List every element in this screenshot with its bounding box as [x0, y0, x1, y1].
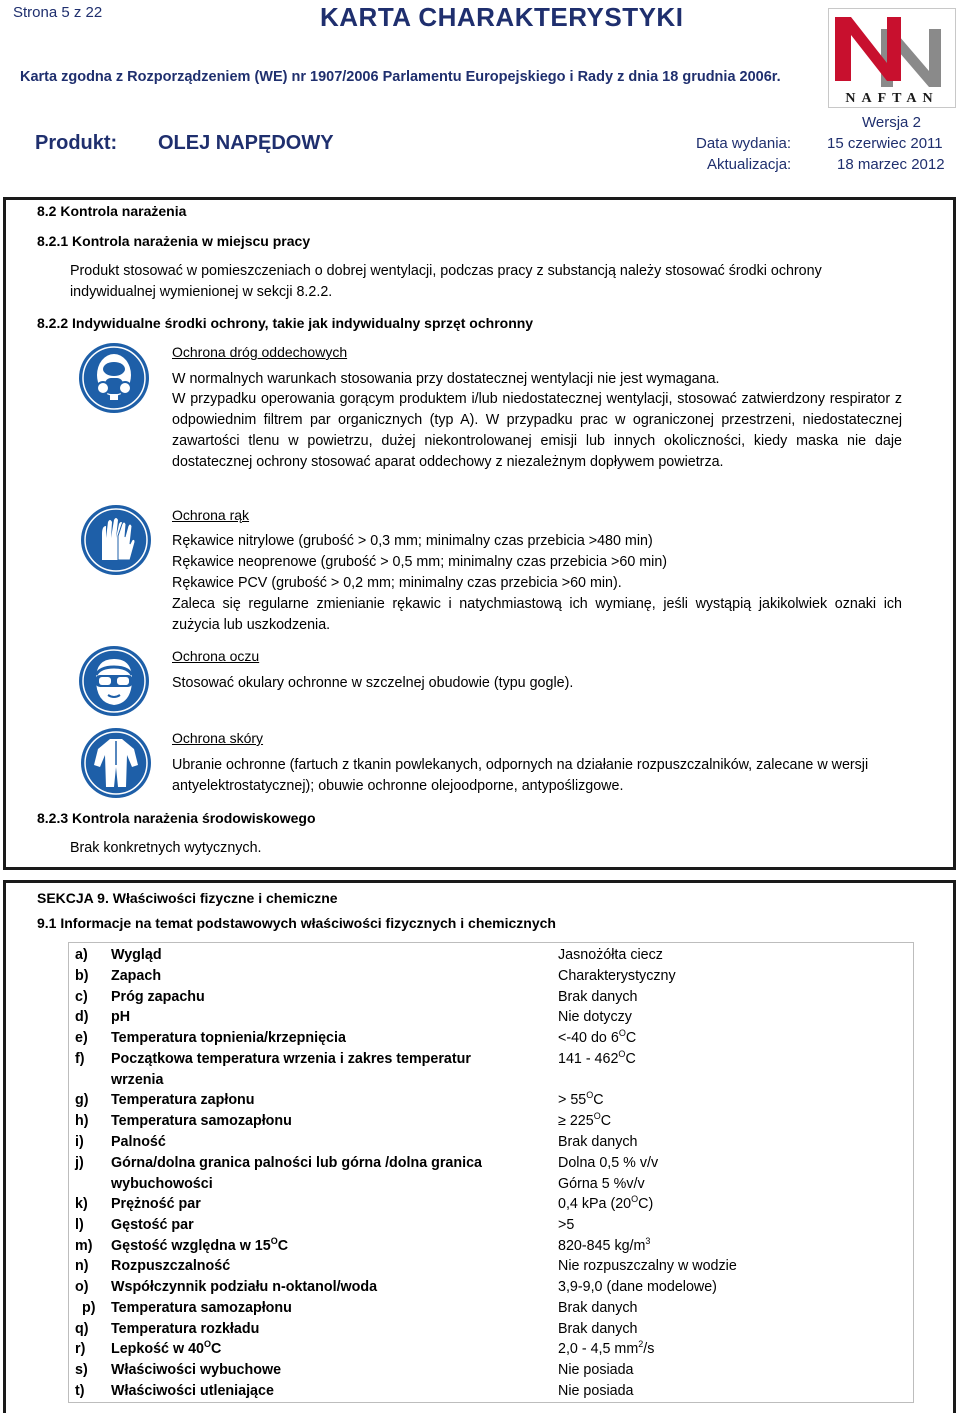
eye-protection-text: Stosować okulary ochronne w szczelnej obudowie (typu gogle).: [172, 675, 574, 691]
property-letter: q): [75, 1320, 89, 1337]
property-letter: m): [75, 1237, 93, 1254]
property-name: [111, 966, 501, 987]
property-value-text: Nie dotyczy: [558, 1009, 632, 1026]
goggles-icon: [78, 645, 150, 722]
property-name-text: Gęstość par: [111, 1216, 194, 1233]
protective-suit-icon: [80, 727, 152, 804]
property-value: [558, 1298, 898, 1319]
property-letter: d): [75, 1009, 89, 1026]
property-value: [558, 1277, 898, 1298]
property-value: [558, 1381, 898, 1402]
property-value-text: 141 - 462: [558, 1050, 619, 1067]
property-name: [111, 1007, 501, 1028]
property-name: [111, 1319, 501, 1340]
version-label: Wersja 2: [862, 114, 921, 131]
property-name: [111, 1028, 501, 1049]
property-value-unit: C: [600, 1113, 612, 1129]
property-value: [558, 1339, 898, 1360]
property-value-continued: Górna 5 %v/v: [558, 1175, 645, 1192]
property-value: [558, 1194, 898, 1215]
section-8-2-1-text: Produkt stosować w pomieszczeniach o dobrej wentylacji, podczas pracy z substancją należy stosować środki ochrony indywidualnej wymienionej w sekcji 8.2.2.: [70, 263, 822, 300]
property-letter: l): [75, 1216, 84, 1233]
section-9-1-title: 9.1 Informacje na temat podstawowych właściwości fizycznych i chemicznych: [37, 915, 556, 931]
property-name: [111, 1153, 501, 1195]
product-name: OLEJ NAPĘDOWY: [158, 132, 334, 154]
property-name-text: Temperatura zapłonu: [111, 1092, 255, 1109]
property-value: [558, 1319, 898, 1340]
property-value-text: Charakterystyczny: [558, 967, 676, 984]
property-value-text: ≥ 225: [558, 1113, 594, 1129]
hand-protection-line3: Rękawice PCV (grubość > 0,2 mm; minimalny czas przebicia >60 min).: [172, 575, 622, 591]
section-8-2-3-title: 8.2.3 Kontrola narażenia środowiskowego: [37, 810, 316, 826]
property-value: [558, 1111, 898, 1132]
property-value: [558, 1236, 898, 1257]
property-name-text: Temperatura samozapłonu: [111, 1113, 292, 1129]
property-value-superscript: O: [618, 1028, 626, 1039]
skin-protection-title: Ochrona skóry: [172, 730, 264, 746]
property-name-continued: wybuchowości: [111, 1175, 213, 1192]
property-name: [111, 945, 501, 966]
respiratory-protection-line1: W normalnych warunkach stosowania przy dostatecznej wentylacji nie jest wymagana.: [172, 371, 720, 387]
property-letter: b): [75, 967, 89, 984]
property-letter: n): [75, 1258, 89, 1275]
company-logo: [828, 8, 956, 108]
property-value-text: <-40 do 6: [558, 1030, 619, 1046]
property-value-superscript: O: [631, 1194, 639, 1205]
property-name-text: Wygląd: [111, 947, 162, 963]
respiratory-protection-line2: W przypadku operowania gorącym produktem i/lub niedostatecznej wentylacji, stosować zatwierdzony respirator z odpowiednim filtrem par organicznych (typ A). W przypadku prac w ograniczonej przestrzeni, niedostatecznej zawartości tlenu w powietrzu, dużej niekontrolowanej emisji lub innych okoliczności, kiedy maska nie daje dostatecznej ochrony stosować aparat oddechowy z niezależnym dopływem powietrza.: [172, 391, 902, 470]
property-name-text: Lepkość w 40: [111, 1341, 204, 1358]
hand-protection-line1: Rękawice nitrylowe (grubość > 0,3 mm; minimalny czas przebicia >480 min): [172, 533, 653, 549]
property-value-superscript: O: [618, 1048, 626, 1059]
property-name-text: Rozpuszczalność: [111, 1258, 231, 1275]
property-name-text: Próg zapachu: [111, 988, 205, 1005]
product-label: Produkt:: [35, 132, 118, 154]
property-name-text: Właściwości wybuchowe: [111, 1362, 282, 1378]
property-value-unit: /s: [643, 1341, 655, 1358]
property-value-superscript: O: [586, 1090, 594, 1101]
property-value-text: Brak danych: [558, 988, 638, 1005]
regulation-note: Karta zgodna z Rozporządzeniem (WE) nr 1907/2006 Parlamentu Europejskiego i Rady z dnia 18 grudnia 2006r.: [20, 69, 781, 85]
property-name-text: Górna/dolna granica palności lub górna /dolna granica: [111, 1154, 482, 1171]
section-8-2-3-text: Brak konkretnych wytycznych.: [70, 840, 262, 856]
issue-date-value: 15 czerwiec 2011: [827, 135, 943, 152]
property-name: [111, 1256, 501, 1277]
respiratory-protection-title: Ochrona dróg oddechowych: [172, 344, 348, 360]
property-value-text: Nie rozpuszczalny w wodzie: [558, 1258, 737, 1275]
skin-protection-text: Ubranie ochronne (fartuch z tkanin powlekanych, odpornych na działanie rozpuszczalników, zalecane w wersji antyelektrostatycznej); obuwie ochronne olejoodporne, antypoślizgowe.: [172, 757, 869, 794]
property-name: [111, 1360, 501, 1381]
section-8-2-title: 8.2 Kontrola narażenia: [37, 203, 187, 219]
properties-table: [68, 942, 914, 1403]
property-value-unit: C: [625, 1030, 637, 1046]
property-value: [558, 945, 898, 966]
property-name-text: pH: [111, 1009, 131, 1026]
property-value: [558, 1256, 898, 1277]
property-value-unit: C: [593, 1092, 604, 1109]
property-name-superscript: O: [203, 1339, 211, 1350]
hand-protection-line2: Rękawice neoprenowe (grubość > 0,5 mm; minimalny czas przebicia >60 min): [172, 554, 668, 570]
property-value: [558, 1215, 898, 1236]
property-name: [111, 1215, 501, 1236]
property-letter: h): [75, 1113, 89, 1129]
property-name: [111, 1090, 501, 1111]
property-letter: c): [75, 988, 88, 1005]
property-name: [111, 1194, 501, 1215]
property-value-text: 820-845 kg/m: [558, 1237, 646, 1254]
property-value: [558, 1360, 898, 1381]
property-name-text: Współczynnik podziału n-oktanol/woda: [111, 1279, 378, 1295]
property-letter: p): [82, 1299, 96, 1316]
property-letter: s): [75, 1362, 88, 1378]
property-name: [111, 1277, 501, 1298]
document-title: KARTA CHARAKTERYSTYKI: [320, 2, 684, 32]
section-9-title: SEKCJA 9. Właściwości fizyczne i chemiczne: [37, 890, 338, 906]
property-letter: o): [75, 1279, 89, 1295]
property-name-unit: C: [211, 1341, 222, 1358]
property-name-text: Początkowa temperatura wrzenia i zakres temperatur: [111, 1050, 471, 1067]
property-name-text: Zapach: [111, 967, 162, 984]
property-value: [558, 966, 898, 987]
property-name: [111, 1049, 501, 1091]
property-name-continued: wrzenia: [111, 1071, 164, 1088]
property-name: [111, 1339, 501, 1360]
property-value: [558, 987, 898, 1008]
property-letter: e): [75, 1030, 88, 1046]
property-value-text: 0,4 kPa (20: [558, 1196, 632, 1212]
page-number: Strona 5 z 22: [13, 4, 103, 21]
update-date-value: 18 marzec 2012: [837, 156, 945, 173]
property-value-unit: C: [625, 1050, 636, 1067]
property-value-text: Brak danych: [558, 1133, 638, 1150]
property-value-unit: C): [638, 1196, 654, 1212]
property-letter: k): [75, 1196, 88, 1212]
property-name-text: Temperatura topnienia/krzepnięcia: [111, 1030, 346, 1046]
property-name: [111, 987, 501, 1008]
update-date-label: Aktualizacja:: [707, 156, 792, 173]
property-value: [558, 1153, 898, 1195]
property-value-text: > 55: [558, 1092, 587, 1109]
hand-protection-line4: Zaleca się regularne zmienianie rękawic i natychmiastową ich wymianę, jeśli wystąpią jakikolwiek oznaki ich zużycia lub uszkodzenia.: [172, 596, 902, 633]
property-name-text: Właściwości utleniające: [111, 1382, 274, 1399]
property-value-text: 2,0 - 4,5 mm: [558, 1341, 639, 1358]
respirator-icon: [78, 342, 150, 419]
property-name: [111, 1381, 501, 1402]
property-value: [558, 1090, 898, 1111]
property-value-superscript: 3: [645, 1235, 651, 1246]
property-name-text: Temperatura samozapłonu: [111, 1299, 292, 1316]
property-letter: r): [75, 1341, 86, 1358]
property-name: [111, 1132, 501, 1153]
logo-text: NAFTAN: [845, 91, 939, 106]
property-value-superscript: O: [593, 1111, 601, 1122]
property-value-text: >5: [558, 1216, 575, 1233]
property-value: [558, 1049, 898, 1070]
property-name: [111, 1298, 501, 1319]
property-value-text: Nie posiada: [558, 1362, 634, 1378]
property-name-superscript: O: [270, 1235, 278, 1246]
property-value-superscript: 2: [638, 1339, 644, 1350]
property-value-text: Brak danych: [558, 1299, 638, 1316]
property-value-text: 3,9-9,0 (dane modelowe): [558, 1279, 717, 1295]
property-name: [111, 1111, 501, 1132]
property-value: [558, 1028, 898, 1049]
property-value-text: Jasnożółta ciecz: [558, 947, 663, 963]
property-name-text: Temperatura rozkładu: [111, 1320, 260, 1337]
section-8-2-2-title: 8.2.2 Indywidualne środki ochrony, takie jak indywidualny sprzęt ochronny: [37, 315, 534, 331]
eye-protection-title: Ochrona oczu: [172, 648, 260, 664]
gloves-icon: [80, 504, 152, 581]
property-name: [111, 1236, 501, 1257]
property-letter: i): [75, 1133, 84, 1150]
property-value-text: Brak danych: [558, 1320, 638, 1337]
property-letter: j): [75, 1154, 84, 1171]
property-value-text: Dolna 0,5 % v/v: [558, 1154, 659, 1171]
property-value: [558, 1007, 898, 1028]
property-name-unit: C: [277, 1237, 289, 1254]
property-value: [558, 1132, 898, 1153]
property-name-text: Prężność par: [111, 1196, 201, 1212]
property-name-text: Gęstość względna w 15: [111, 1237, 271, 1254]
section-8-2-1-title: 8.2.1 Kontrola narażenia w miejscu pracy: [37, 233, 311, 249]
property-value-text: Nie posiada: [558, 1382, 634, 1399]
property-letter: f): [75, 1050, 85, 1067]
property-letter: t): [75, 1382, 85, 1399]
issue-date-label: Data wydania:: [696, 135, 792, 152]
property-name-text: Palność: [111, 1133, 166, 1150]
property-letter: a): [75, 947, 88, 963]
property-letter: g): [75, 1092, 89, 1109]
hand-protection-title: Ochrona rąk: [172, 507, 250, 523]
